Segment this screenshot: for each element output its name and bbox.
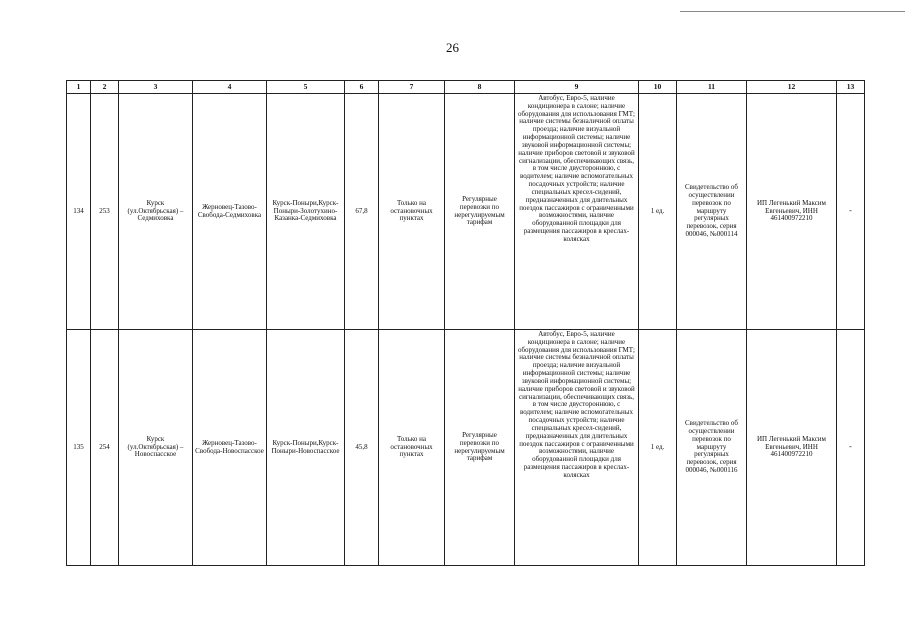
certificate-info: Свидетельство об осуществлении перевозок по маршруту регулярных перевозок, серия 000046, №000114	[677, 94, 747, 330]
header-col-6: 6	[345, 81, 379, 94]
header-col-1: 1	[67, 81, 91, 94]
route-name: Курск (ул.Октябрьская) – Новоспасское	[119, 330, 193, 566]
route-number: 254	[91, 330, 119, 566]
header-col-8: 8	[445, 81, 515, 94]
route-streets: Курск-Поныри,Курск-Поныри-Новоспасское	[267, 330, 345, 566]
header-col-7: 7	[379, 81, 445, 94]
route-length: 67,8	[345, 94, 379, 330]
header-col-5: 5	[267, 81, 345, 94]
header-row	[67, 81, 865, 94]
carrier-info: ИП Легенький Максим Евгеньевич, ИНН 461400972210	[747, 330, 837, 566]
route-registry-table	[66, 80, 865, 566]
vehicle-characteristics: Автобус, Евро-5, наличие кондиционера в салоне; наличие оборудования для использования ГМТ; наличие системы безналичной оплаты проезда; наличие визуальной информационной системы; наличие звуковой информационной системы; наличие приборов световой и звуковой сигнализации, обеспечивающих связь, в том числе двустороннюю, с водителем; наличие вспомогательных посадочных устройств; наличие специальных кресел-сидений, предназначенных для длительных поездок пассажиров с ограниченными возможностями, наличие оборудованной площадки для размещения пассажиров в креслах-колясках	[515, 330, 639, 566]
notes: -	[837, 94, 865, 330]
header-col-11: 11	[677, 81, 747, 94]
vehicle-count: 1 ед.	[639, 94, 677, 330]
transport-type: Регулярные перевозки по нерегулируемым тарифам	[445, 330, 515, 566]
registry-number: 134	[67, 94, 91, 330]
transport-type: Регулярные перевозки по нерегулируемым тарифам	[445, 94, 515, 330]
page-number: 26	[446, 40, 459, 55]
header-col-12: 12	[747, 81, 837, 94]
route-name: Курск (ул.Октябрьская) – Седмиховка	[119, 94, 193, 330]
carrier-info: ИП Легенький Максим Евгеньевич, ИНН 461400972210	[747, 94, 837, 330]
notes: -	[837, 330, 865, 566]
boarding-order: Только на остановочных пунктах	[379, 330, 445, 566]
header-col-13: 13	[837, 81, 865, 94]
header-col-2: 2	[91, 81, 119, 94]
header-col-10: 10	[639, 81, 677, 94]
registry-number: 135	[67, 330, 91, 566]
header-col-3: 3	[119, 81, 193, 94]
certificate-info: Свидетельство об осуществлении перевозок по маршруту регулярных перевозок, серия 000046, №000116	[677, 330, 747, 566]
table-row	[67, 94, 865, 330]
top-rule	[680, 11, 905, 12]
route-length: 45,8	[345, 330, 379, 566]
intermediate-stops: Жерновец-Тазово-Свобода-Седмиховка	[193, 94, 267, 330]
boarding-order: Только на остановочных пунктах	[379, 94, 445, 330]
header-col-9: 9	[515, 81, 639, 94]
route-streets: Курск-Поныри,Курск-Поныри-Золотухино-Казанка-Седмиховка	[267, 94, 345, 330]
vehicle-count: 1 ед.	[639, 330, 677, 566]
header-col-4: 4	[193, 81, 267, 94]
intermediate-stops: Жерновец-Тазово-Свобода-Новоспасское	[193, 330, 267, 566]
vehicle-characteristics: Автобус, Евро-5, наличие кондиционера в салоне; наличие оборудования для использования ГМТ; наличие системы безналичной оплаты проезда; наличие визуальной информационной системы; наличие звуковой информационной системы; наличие приборов световой и звуковой сигнализации, обеспечивающих связь, в том числе двустороннюю, с водителем; наличие вспомогательных посадочных устройств; наличие специальных кресел-сидений, предназначенных для длительных поездок пассажиров с ограниченными возможностями, наличие оборудованной площадки для размещения пассажиров в креслах-колясках	[515, 94, 639, 330]
route-number: 253	[91, 94, 119, 330]
table-row	[67, 330, 865, 566]
